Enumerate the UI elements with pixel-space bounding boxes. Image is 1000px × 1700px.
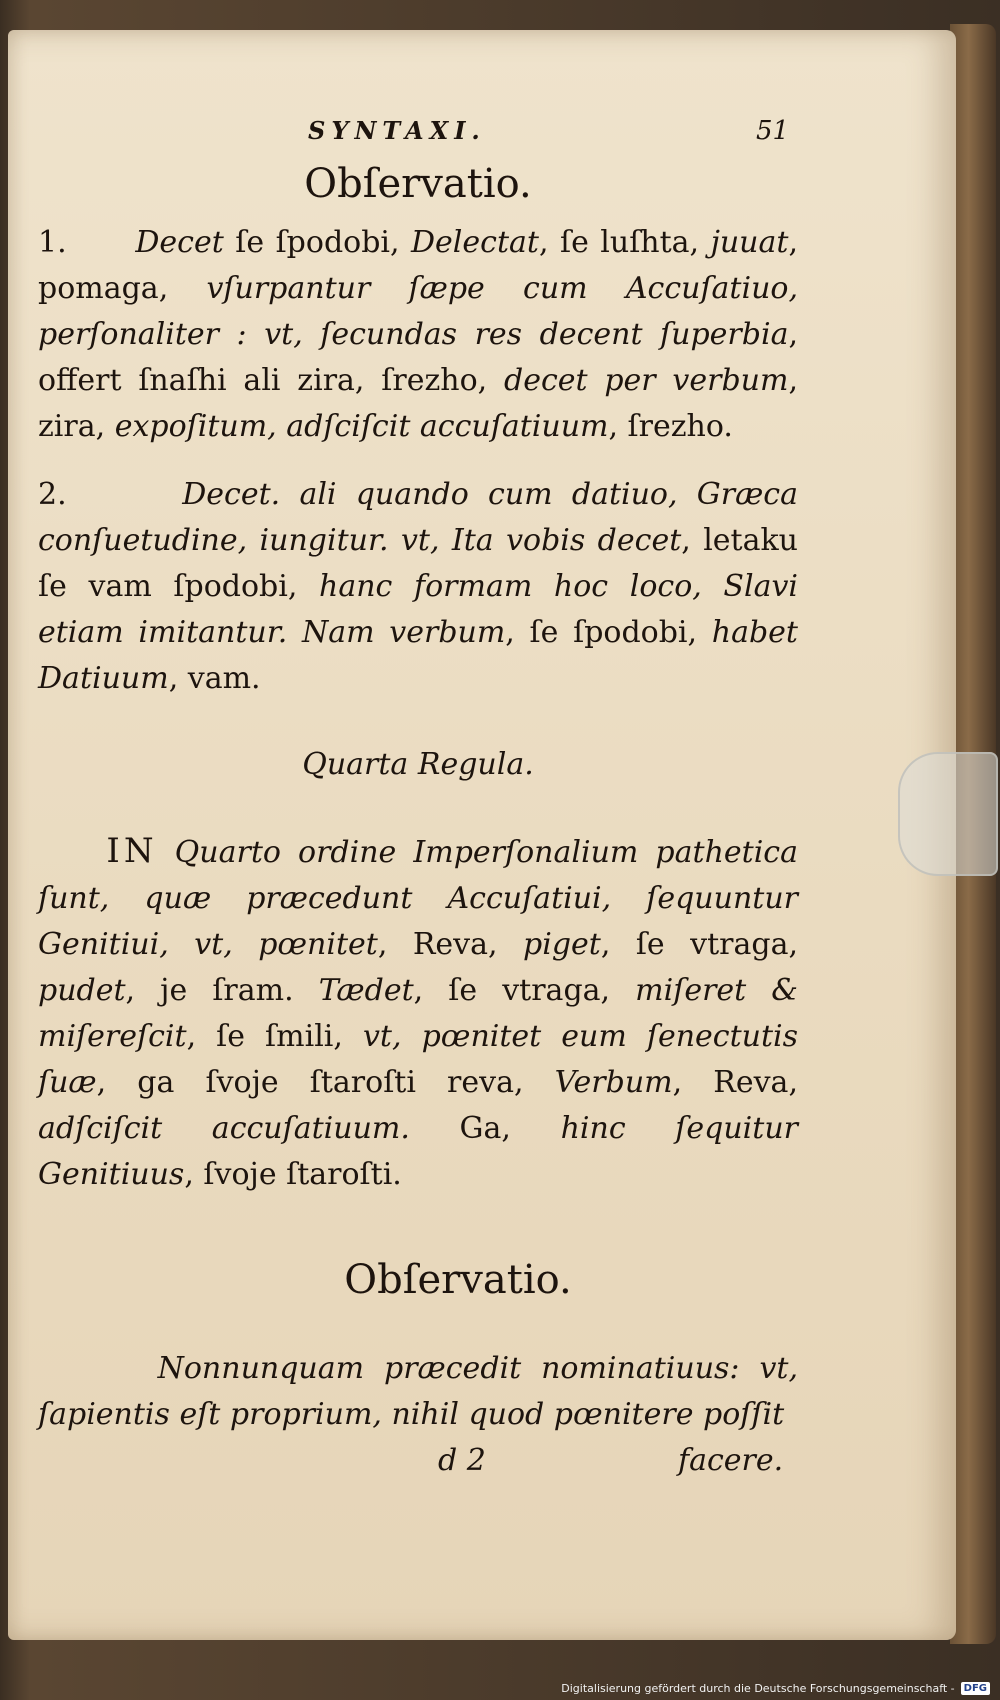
signature-line xyxy=(38,1438,798,1484)
slovene-text: , offert ſnaſhi ali zira, ſrezho, xyxy=(38,317,798,398)
latin-text: expoſitum, adſciſcit accuſatiuum xyxy=(114,409,609,444)
latin-term: Decet xyxy=(135,225,224,260)
slovene-text: , je ſram. xyxy=(125,973,319,1008)
latin-term: Tædet xyxy=(318,973,414,1008)
paragraph-3 xyxy=(38,828,798,1198)
slovene-text: , vam. xyxy=(168,661,261,696)
latin-term: Verbum xyxy=(554,1065,673,1100)
latin-text: vt, pœnitet eum ſenectutis ſuæ xyxy=(38,1019,798,1100)
slovene-text: , ſe luſhta, xyxy=(538,225,711,260)
slovene-text: , zira, xyxy=(38,363,798,444)
observatio-heading-2: Obſervatio. xyxy=(344,1257,572,1303)
paragraph-1 xyxy=(38,220,798,450)
credit-text: Digitalisierung gefördert durch die Deutsche Forschungsgemeinschaft - xyxy=(561,1681,955,1695)
observatio-heading-1: Obſervatio. xyxy=(304,161,532,207)
latin-term: piget xyxy=(523,927,601,962)
slovene-text: , ſe vtraga, xyxy=(600,927,798,962)
latin-text: hanc formam hoc loco, Slavi etiam imitantur. Nam verbum xyxy=(38,569,799,650)
latin-term: pudet xyxy=(38,973,126,1008)
latin-text: decet per verbum xyxy=(503,363,789,398)
slovene-text: Ga, xyxy=(409,1111,561,1146)
latin-text: hinc ſequitur Genitiuus xyxy=(38,1111,798,1192)
latin-text: Quarto ordine Imperſonalium pathetica ſunt, quæ præcedunt Accuſatiui, ſequuntur Genitiui, vt, pœnitet xyxy=(38,835,798,962)
digitization-credit xyxy=(561,1678,990,1698)
latin-term: miſeret & miſereſcit xyxy=(38,973,799,1054)
paragraph-number: 2. xyxy=(38,477,67,512)
slovene-text: , letaku ſe vam ſpodobi, xyxy=(38,523,798,604)
latin-text: vſurpantur ſæpe cum Accuſatiuo, perſonaliter : vt, ſecundas res decent ſuperbia xyxy=(38,271,798,352)
rule-title: Quarta Regula. xyxy=(302,747,534,782)
page-header xyxy=(38,108,798,154)
slovene-text: , pomaga, xyxy=(38,225,798,306)
running-head: SYNTAXI. xyxy=(308,116,486,145)
slovene-text: , ſvoje ſtaroſti. xyxy=(184,1157,402,1192)
slovene-text: , ſe vtraga, xyxy=(413,973,636,1008)
page-clip xyxy=(898,752,998,876)
page-text xyxy=(38,108,798,1484)
slovene-text: , ſe ſpodobi, xyxy=(505,615,712,650)
latin-text: habet Datiuum xyxy=(38,615,798,696)
slovene-text: , ga ſvoje ſtaroſti reva, xyxy=(96,1065,555,1100)
slovene-text: , Reva, xyxy=(672,1065,798,1100)
slovene-text: , Reva, xyxy=(377,927,524,962)
catchword: facere. xyxy=(678,1443,784,1478)
dfg-logo: DFG xyxy=(961,1682,990,1695)
latin-text: Decet. ali quando cum datiuo, Græca conſuetudine, iungitur. vt, Ita vobis decet xyxy=(38,477,798,558)
initial-letters: IN xyxy=(106,831,158,871)
latin-term: Delectat xyxy=(411,225,539,260)
latin-text: adſciſcit accuſatiuum. xyxy=(38,1111,410,1146)
page-number: 51 xyxy=(756,116,790,146)
latin-term: juuat xyxy=(710,225,789,260)
slovene-text: , ſrezho. xyxy=(608,409,733,444)
paragraph-2 xyxy=(38,472,798,702)
signature-mark: d 2 xyxy=(438,1443,486,1478)
paragraph-number: 1. xyxy=(38,225,67,260)
paragraph-4 xyxy=(38,1346,798,1438)
slovene-text: ſe ſpodobi, xyxy=(223,225,411,260)
slovene-text: , ſe ſmili, xyxy=(186,1019,363,1054)
latin-text: Nonnunquam præcedit nominatiuus: vt, ſapientis eſt proprium, nihil quod pœnitere poſſit xyxy=(38,1351,799,1432)
